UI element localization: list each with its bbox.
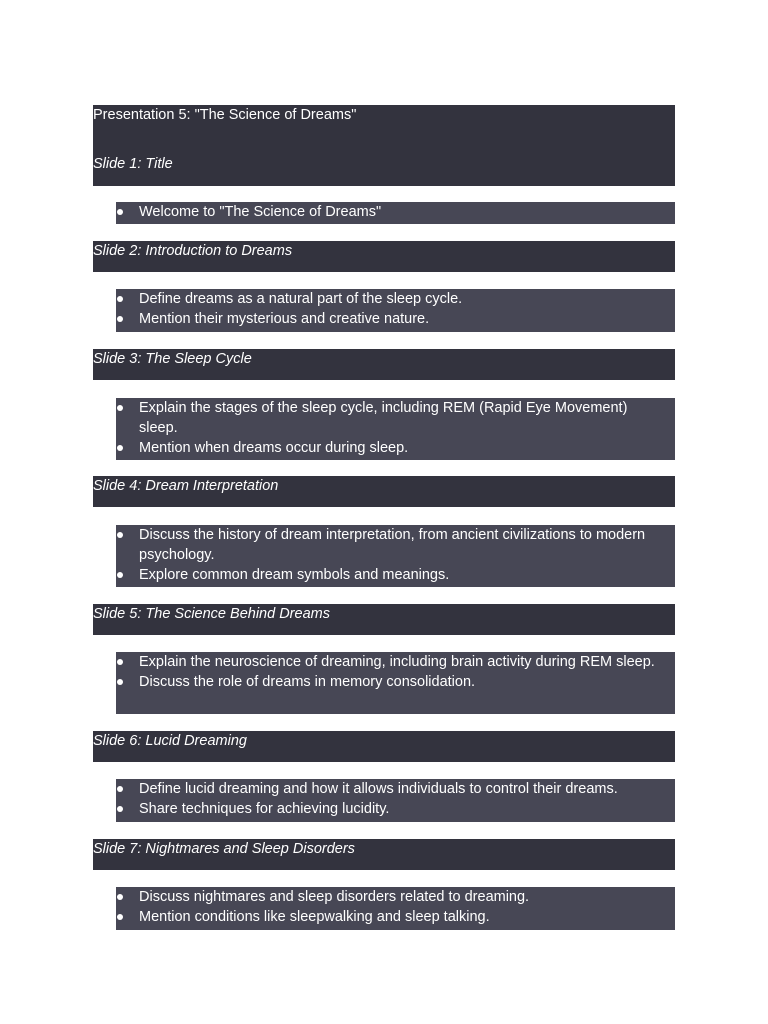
list-item: Explain the stages of the sleep cycle, including REM (Rapid Eye Movement) sleep. — [116, 398, 675, 438]
slide-heading: Slide 2: Introduction to Dreams — [93, 243, 293, 259]
list-item: Define lucid dreaming and how it allows individuals to control their dreams. — [116, 779, 675, 799]
slide-6-header — [93, 731, 675, 762]
list-item: Discuss the history of dream interpretation, from ancient civilizations to modern psychology. — [116, 525, 675, 565]
list-item: Explore common dream symbols and meanings. — [116, 565, 675, 585]
slide-3-bullets — [116, 398, 675, 460]
slide-heading: Slide 3: The Sleep Cycle — [93, 351, 252, 367]
slide-1-bullets — [116, 202, 675, 224]
list-item: Explain the neuroscience of dreaming, including brain activity during REM sleep. — [116, 652, 675, 672]
list-item: Welcome to "The Science of Dreams" — [116, 202, 675, 222]
slide-1-header — [93, 105, 675, 186]
slide-heading: Slide 4: Dream Interpretation — [93, 478, 279, 494]
list-item: Define dreams as a natural part of the sleep cycle. — [116, 289, 675, 309]
slide-7-header — [93, 839, 675, 870]
slide-2-bullets — [116, 289, 675, 332]
list-item: Mention their mysterious and creative nature. — [116, 309, 675, 329]
slide-6-bullets — [116, 779, 675, 822]
slide-heading: Slide 5: The Science Behind Dreams — [93, 606, 330, 622]
list-item: Discuss the role of dreams in memory consolidation. — [116, 672, 675, 692]
slide-3-header — [93, 349, 675, 380]
slide-heading: Slide 6: Lucid Dreaming — [93, 733, 247, 749]
list-item: Discuss nightmares and sleep disorders related to dreaming. — [116, 887, 675, 907]
slide-5-bullets — [116, 652, 675, 714]
list-item: Mention when dreams occur during sleep. — [116, 438, 675, 458]
slide-5-header — [93, 604, 675, 635]
list-item: Share techniques for achieving lucidity. — [116, 799, 675, 819]
presentation-title: Presentation 5: "The Science of Dreams" — [93, 107, 357, 123]
slide-2-header — [93, 241, 675, 272]
slide-4-header — [93, 476, 675, 507]
slide-4-bullets — [116, 525, 675, 587]
slide-heading: Slide 1: Title — [93, 156, 173, 172]
slide-heading: Slide 7: Nightmares and Sleep Disorders — [93, 841, 355, 857]
slide-7-bullets — [116, 887, 675, 930]
list-item: Mention conditions like sleepwalking and sleep talking. — [116, 907, 675, 927]
